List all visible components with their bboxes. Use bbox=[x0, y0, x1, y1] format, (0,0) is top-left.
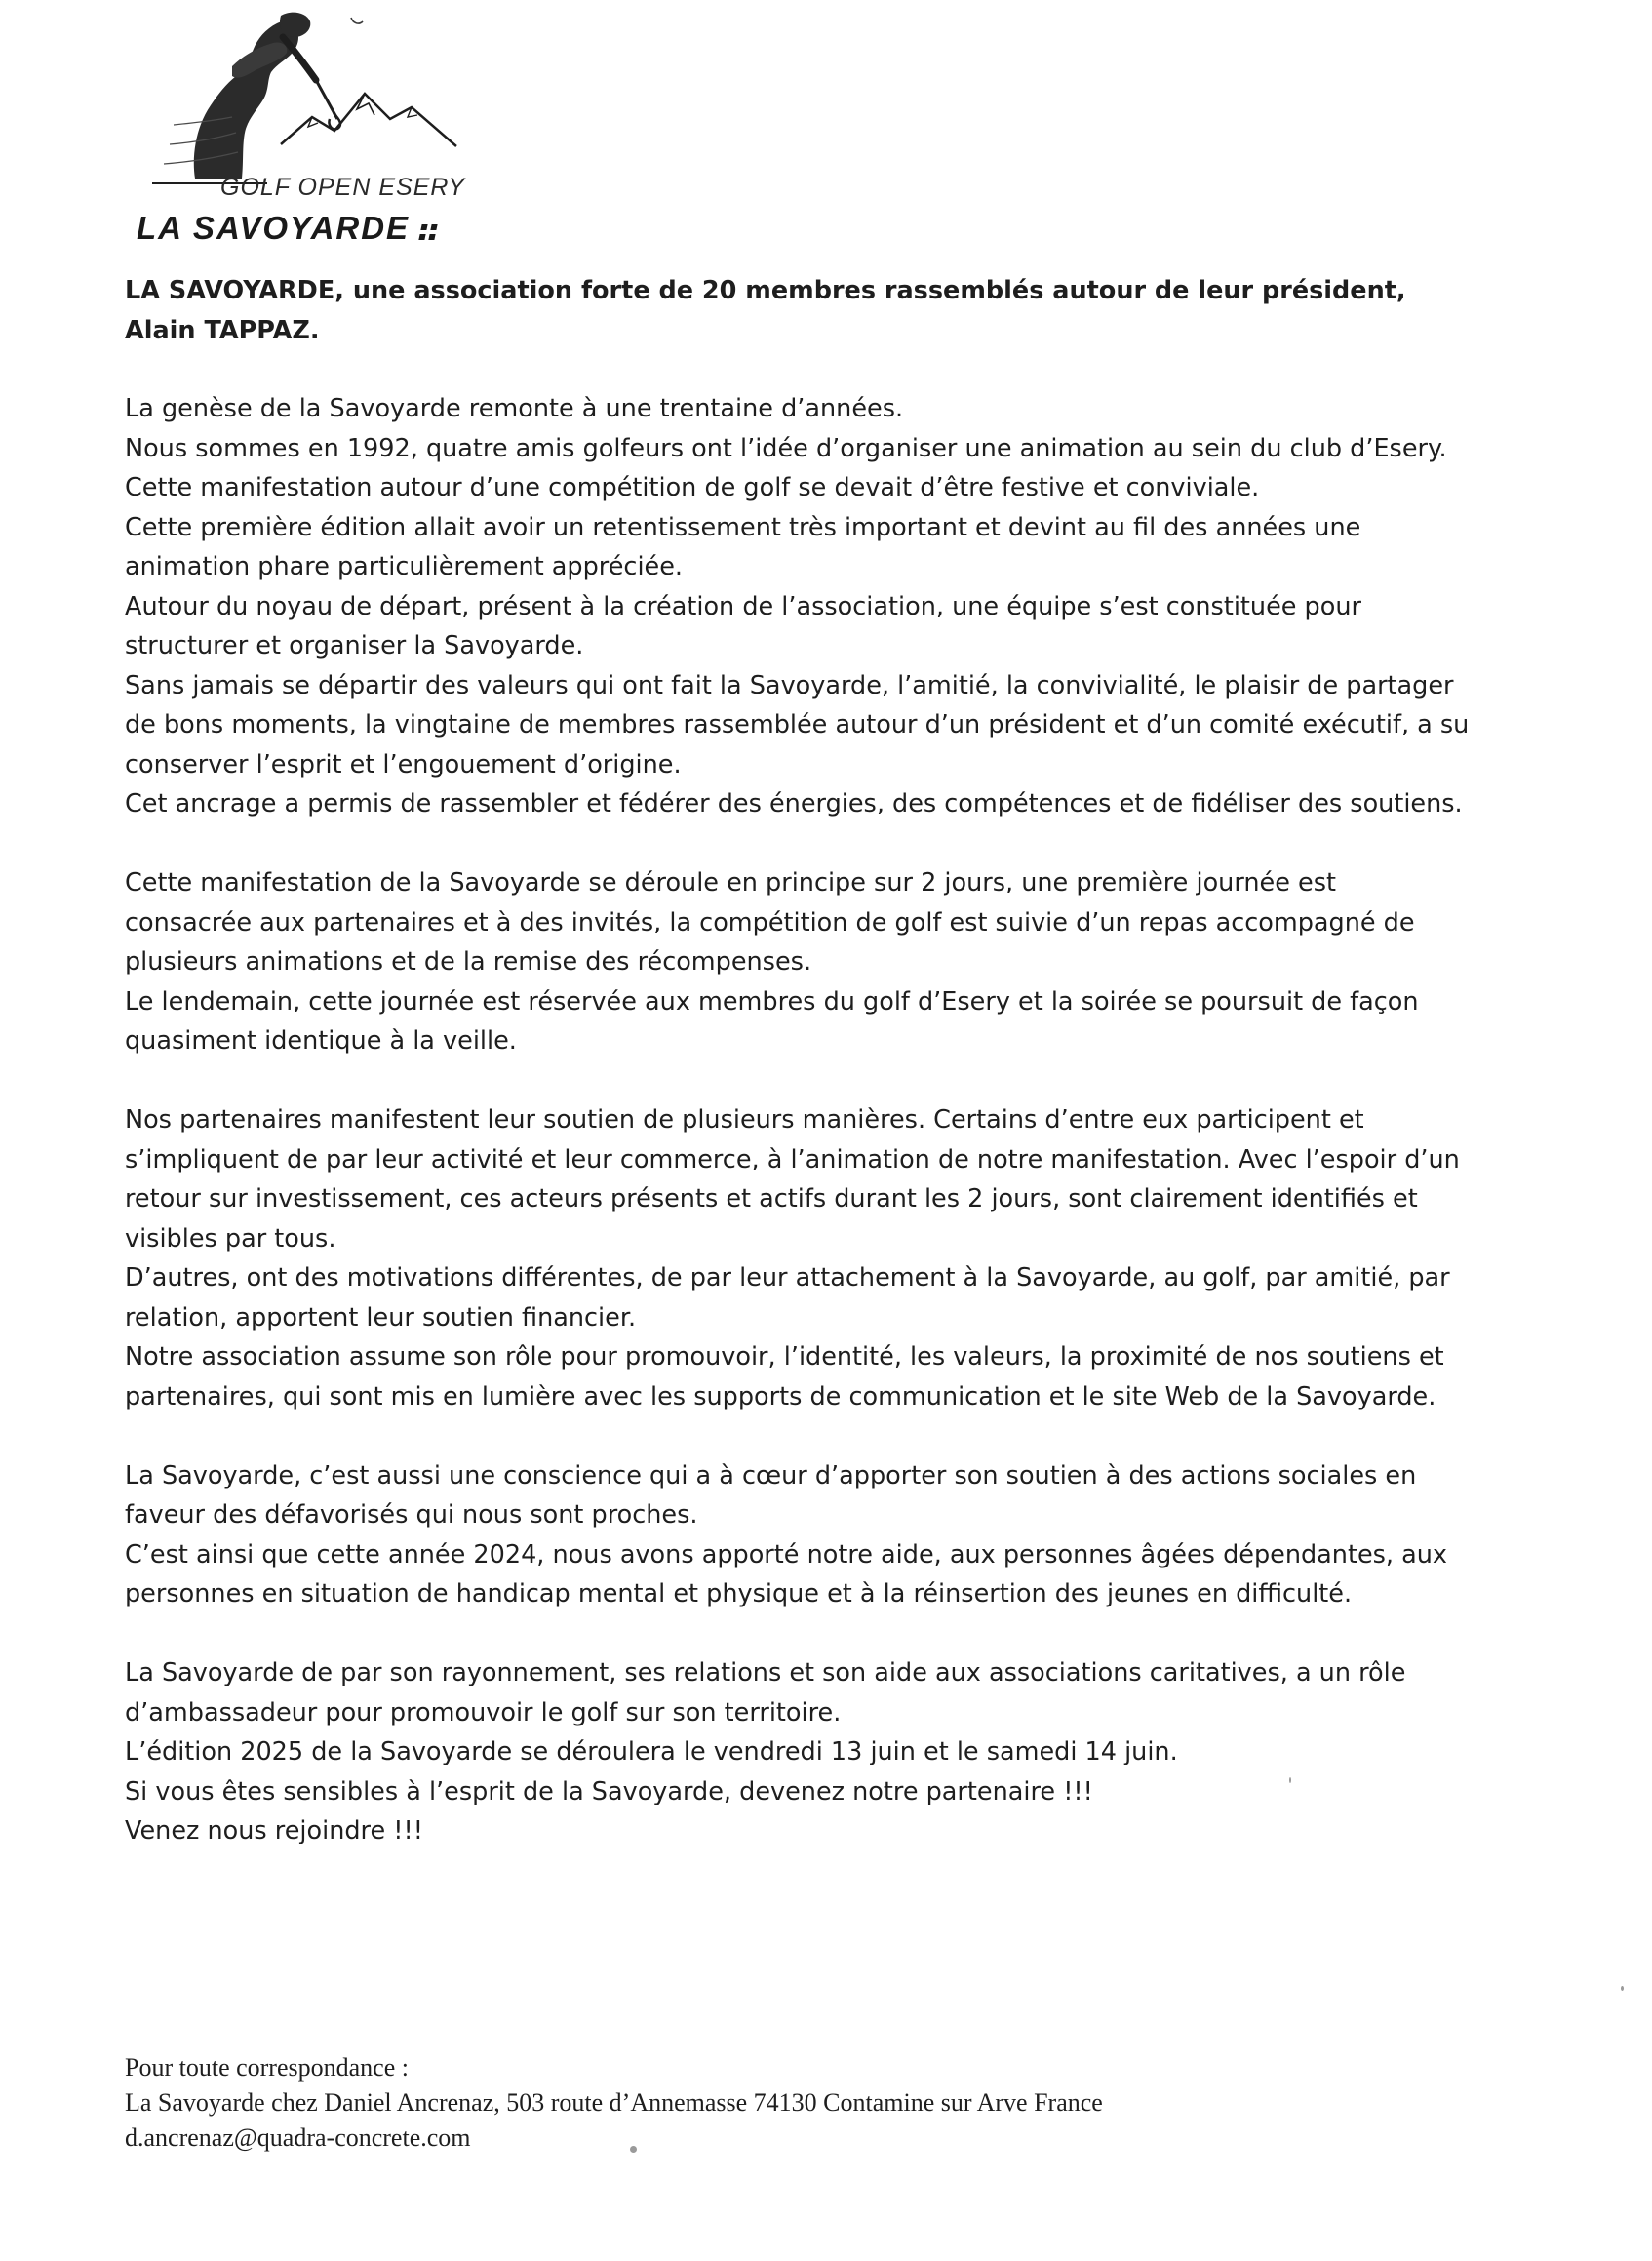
heading-line: LA SAVOYARDE, une association forte de 20 membres rassemblés autour de leur président, bbox=[125, 276, 1406, 305]
text-line: La Savoyarde de par son rayonnement, ses relations et son aide aux associations caritatives, a un rôle bbox=[125, 1658, 1406, 1687]
text-line: Sans jamais se départir des valeurs qui ont fait la Savoyarde, l’amitié, la convivialité, le plaisir de partager bbox=[125, 670, 1454, 700]
text-line: Cette manifestation de la Savoyarde se déroule en principe sur 2 jours, une première journée est bbox=[125, 868, 1336, 897]
letter-heading bbox=[125, 271, 1539, 350]
paragraph-closing bbox=[125, 1653, 1539, 1851]
text-line: L’édition 2025 de la Savoyarde se déroulera le vendredi 13 juin et le samedi 14 juin. bbox=[125, 1737, 1178, 1766]
logo-subtitle: GOLF OPEN ESERY bbox=[220, 174, 466, 201]
text-line: Nous sommes en 1992, quatre amis golfeurs ont l’idée d’organiser une animation au sein du club d’Esery. bbox=[125, 433, 1447, 463]
footer-label: Pour toute correspondance : bbox=[125, 2053, 409, 2082]
paragraph-history bbox=[125, 389, 1539, 824]
logo-dots-mark bbox=[419, 224, 441, 242]
text-line: partenaires, qui sont mis en lumière avec les supports de communication et le site Web de la Savoyarde. bbox=[125, 1381, 1436, 1411]
text-line: Le lendemain, cette journée est réservée aux membres du golf d’Esery et la soirée se poursuit de façon bbox=[125, 986, 1419, 1016]
text-line: C’est ainsi que cette année 2024, nous avons apporté notre aide, aux personnes âgées dépendantes, aux bbox=[125, 1539, 1448, 1569]
text-line: consacrée aux partenaires et à des invités, la compétition de golf est suivie d’un repas accompagné de bbox=[125, 907, 1415, 937]
text-line: de bons moments, la vingtaine de membres rassemblée autour d’un président et d’un comité exécutif, a su bbox=[125, 710, 1470, 739]
heading-line: Alain TAPPAZ. bbox=[125, 315, 320, 345]
text-line: s’impliquent de par leur activité et leur commerce, à l’animation de notre manifestation. Avec l’espoir d’un bbox=[125, 1144, 1460, 1174]
text-line: Si vous êtes sensibles à l’esprit de la Savoyarde, devenez notre partenaire !!! bbox=[125, 1776, 1093, 1806]
text-line: La Savoyarde, c’est aussi une conscience qui a à cœur d’apporter son soutien à des actions sociales en bbox=[125, 1460, 1417, 1490]
text-line: Cette première édition allait avoir un retentissement très important et devint au fil des années une bbox=[125, 512, 1361, 542]
letter-body bbox=[125, 271, 1539, 1890]
text-line: retour sur investissement, ces acteurs présents et actifs durant les 2 jours, sont clairement identifiés et bbox=[125, 1184, 1418, 1213]
correspondence-footer bbox=[125, 2050, 1103, 2156]
text-line: Nos partenaires manifestent leur soutien de plusieurs manières. Certains d’entre eux participent et bbox=[125, 1105, 1364, 1134]
paragraph-event bbox=[125, 863, 1539, 1061]
text-line: animation phare particulièrement appréciée. bbox=[125, 552, 684, 581]
paragraph-partners bbox=[125, 1100, 1539, 1416]
paragraph-social bbox=[125, 1456, 1539, 1614]
text-line: conserver l’esprit et l’engouement d’origine. bbox=[125, 749, 682, 779]
logo-name: LA SAVOYARDE bbox=[137, 210, 411, 246]
text-line: Cet ancrage a permis de rassembler et fédérer des énergies, des compétences et de fidéliser des soutiens. bbox=[125, 789, 1463, 818]
text-line: Venez nous rejoindre !!! bbox=[125, 1816, 423, 1845]
text-line: visibles par tous. bbox=[125, 1223, 336, 1253]
text-line: quasiment identique à la veille. bbox=[125, 1026, 517, 1055]
text-line: Cette manifestation autour d’une compétition de golf se devait d’être festive et conviviale. bbox=[125, 473, 1260, 502]
text-line: faveur des défavorisés qui nous sont proches. bbox=[125, 1500, 698, 1529]
text-line: d’ambassadeur pour promouvoir le golf sur son territoire. bbox=[125, 1697, 842, 1727]
text-line: relation, apportent leur soutien financier. bbox=[125, 1302, 637, 1332]
text-line: Autour du noyau de départ, présent à la création de l’association, une équipe s’est constituée pour bbox=[125, 591, 1361, 621]
text-line: Notre association assume son rôle pour promouvoir, l’identité, les valeurs, la proximité de nos soutiens et bbox=[125, 1342, 1444, 1371]
text-line: structurer et organiser la Savoyarde. bbox=[125, 631, 584, 660]
footer-email: d.ancrenaz@quadra-concrete.com bbox=[125, 2123, 471, 2152]
footer-address: La Savoyarde chez Daniel Ancrenaz, 503 route d’Annemasse 74130 Contamine sur Arve France bbox=[125, 2088, 1103, 2117]
golf-logo bbox=[135, 8, 471, 252]
text-line: La genèse de la Savoyarde remonte à une trentaine d’années. bbox=[125, 394, 904, 423]
text-line: plusieurs animations et de la remise des récompenses. bbox=[125, 947, 812, 976]
text-line: personnes en situation de handicap mental et physique et à la réinsertion des jeunes en difficulté. bbox=[125, 1579, 1353, 1608]
text-line: D’autres, ont des motivations différentes, de par leur attachement à la Savoyarde, au golf, par amitié, par bbox=[125, 1263, 1450, 1292]
